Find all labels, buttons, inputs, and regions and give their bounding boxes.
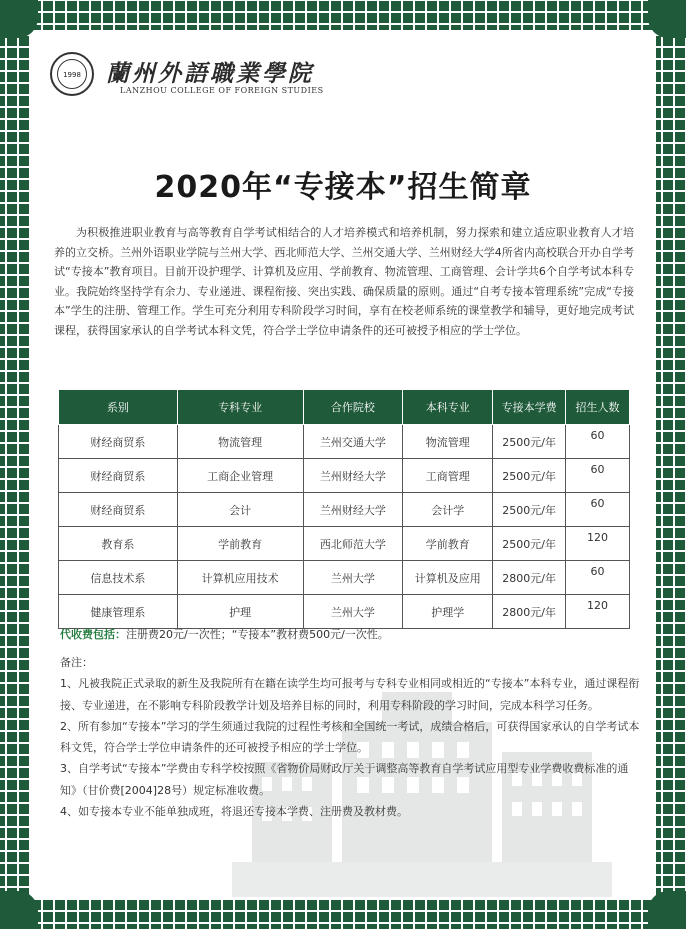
cell-quota: 60 [566,459,630,493]
cell-tuition: 2800元/年 [493,595,566,629]
cell-quota: 60 [566,561,630,595]
cell-bachelor-major: 物流管理 [403,425,493,459]
border-right [656,0,686,929]
cell-quota: 120 [566,595,630,629]
cell-department: 信息技术系 [59,561,178,595]
table-row [59,595,630,629]
cell-tuition: 2800元/年 [493,561,566,595]
poster-content [32,32,654,897]
table-row [59,493,630,527]
cell-partner-school: 兰州财经大学 [303,493,403,527]
note-item: 2、所有参加“专接本”学习的学生须通过我院的过程性考核和全国统一考试，成绩合格后，可获得国家承认的自学考试本科文凭，符合学士学位申请条件的还可被授予相应的学士学位。 [60,719,640,755]
cell-junior-major: 学前教育 [177,527,303,561]
cell-tuition: 2500元/年 [493,425,566,459]
cell-partner-school: 兰州交通大学 [303,425,403,459]
college-seal-icon [50,52,94,96]
cell-quota: 60 [566,425,630,459]
college-name-cn: 蘭州外語職業學院 [106,60,314,87]
college-name-en: LANZHOU COLLEGE OF FOREIGN STUDIES [120,86,324,95]
seal-year: 1998 [57,59,87,89]
cell-partner-school: 兰州大学 [303,595,403,629]
table-row [59,527,630,561]
cell-tuition: 2500元/年 [493,493,566,527]
column-header: 专科专业 [177,390,303,425]
cell-quota: 60 [566,493,630,527]
border-top [0,0,686,30]
column-header: 专接本学费 [493,390,566,425]
cell-junior-major: 计算机应用技术 [177,561,303,595]
cell-junior-major: 会计 [177,493,303,527]
cell-tuition: 2500元/年 [493,527,566,561]
cell-bachelor-major: 护理学 [403,595,493,629]
column-header: 本科专业 [403,390,493,425]
cell-partner-school: 西北师范大学 [303,527,403,561]
cell-quota: 120 [566,527,630,561]
cell-bachelor-major: 学前教育 [403,527,493,561]
column-header: 招生人数 [566,390,630,425]
border-left [0,0,30,929]
cell-department: 财经商贸系 [59,425,178,459]
cell-partner-school: 兰州大学 [303,561,403,595]
table-row [59,425,630,459]
fees-label: 代收费包括： [60,628,126,641]
cell-bachelor-major: 工商管理 [403,459,493,493]
cell-department: 财经商贸系 [59,493,178,527]
table-row [59,459,630,493]
cell-partner-school: 兰州财经大学 [303,459,403,493]
enrollment-table [58,389,630,629]
cell-department: 健康管理系 [59,595,178,629]
intro-paragraph: 为积极推进职业教育与高等教育自学考试相结合的人才培养模式和培养机制，努力探索和建立适应职业教育人才培养的立交桥。兰州外语职业学院与兰州大学、西北师范大学、兰州交通大学、兰州财经大学4所省内高校联合开办自学考试“专接本”教育项目。目前开设护理学、计算机及应用、学前教育、物流管理、工商管理、会计学共6个自学考试本科专业。我院始终坚持学有余力、专业递进、课程衔接、突出实践、确保质量的原则。通过“自考专接本管理系统”完成“专接本”学生的注册、管理工作。学生可充分利用专科阶段学习时间，享有在校老师系统的课堂教学和辅导，更好地完成考试课程，获得国家承认的自学考试本科文凭，符合学士学位申请条件的还可被授予相应的学士学位。 [54,226,634,337]
page-title: 2020年“专接本”招生简章 [154,170,532,205]
column-header: 系别 [59,390,178,425]
notes-heading: 备注： [60,656,93,669]
cell-junior-major: 物流管理 [177,425,303,459]
fees-text: 注册费20元/一次性；“专接本”教材费500元/一次性。 [126,628,389,641]
cell-bachelor-major: 会计学 [403,493,493,527]
note-item: 4、如专接本专业不能单独成班，将退还专接本学费、注册费及教材费。 [60,805,408,819]
cell-department: 教育系 [59,527,178,561]
fees-line [60,626,640,642]
table-header-row [59,390,630,425]
column-header: 合作院校 [303,390,403,425]
cell-department: 财经商贸系 [59,459,178,493]
note-item: 3、自学考试“专接本”学费由专科学校按照《省物价局财政厅关于调整高等教育自学考试应用型专业学费收费标准的通知》（甘价费[2004]28号）规定标准收费。 [60,762,629,797]
table-row [59,561,630,595]
cell-tuition: 2500元/年 [493,459,566,493]
cell-junior-major: 护理 [177,595,303,629]
border-bottom [0,899,686,929]
cell-junior-major: 工商企业管理 [177,459,303,493]
notes-section [60,652,640,822]
cell-bachelor-major: 计算机及应用 [403,561,493,595]
note-item: 1、凡被我院正式录取的新生及我院所有在籍在读学生均可报考与专科专业相同或相近的“专接本”本科专业，通过课程衔接、专业递进，在不影响专科阶段教学计划及培养目标的同时，利用专科阶段的学习时间，完成本科学习任务。 [60,677,640,712]
